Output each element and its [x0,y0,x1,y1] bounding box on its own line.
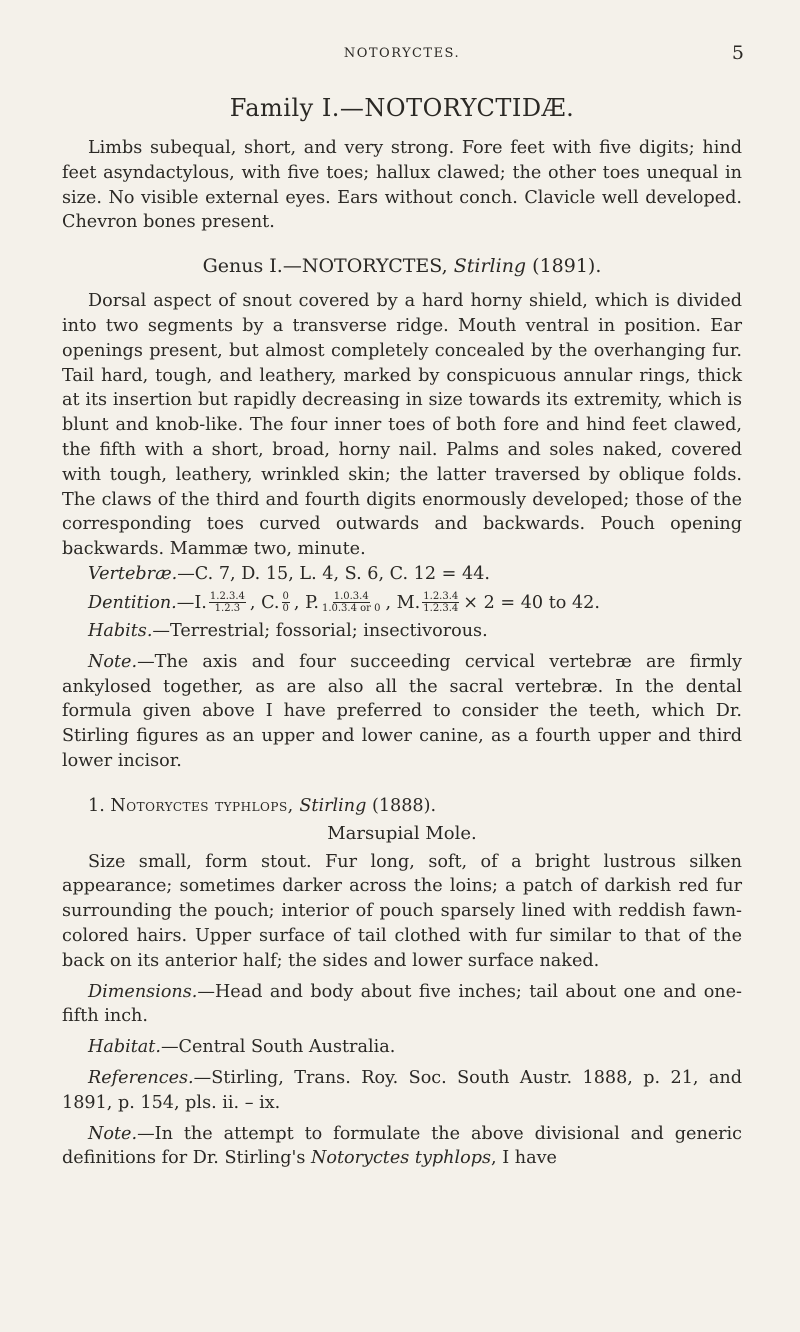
genus-note [62,650,742,774]
family-heading: Family I.—NOTORYCTIDÆ. [229,94,575,122]
species-description: Size small, form stout. Fur long, soft, of a bright lustrous silken appearance; sometimes darker across the loins; a patch of darkish red fur surrounding the pouch; interior of pouch sparsely lined with reddish fawn-colored hairs. Upper surface of tail clothed with fur similar to that of the back on its anterior half; the sides and lower surface naked. [62,851,742,971]
molar-fraction [422,591,459,614]
dimensions-label: Dimensions. [88,981,198,1002]
references-line [62,1066,742,1116]
dentition-p-prefix: , P. [293,592,319,613]
canine-lower: 0 [282,603,289,615]
species-name: Notoryctes typhlops, [110,795,294,816]
genus-heading [62,255,742,277]
family-description: Limbs subequal, short, and very strong. Fore feet with five digits; hind feet asyndactylous, with five toes; hallux clawed; the other toes unequal in size. No visible external eyes. Ears without conch. Clavicle well developed. Chevron bones present. [62,138,742,233]
species-number: 1. [88,795,105,816]
habitat-text: —Central South Australia. [160,1037,396,1058]
dentition-m-prefix: , M. [385,592,421,613]
dentition-c-prefix: , C. [249,592,280,613]
incisor-fraction [209,591,246,614]
dimensions-text: —Head and body about five inches; tail about one and one-fifth inch. [62,981,742,1027]
common-name: Marsupial Mole. [327,822,477,844]
references-label: References. [88,1067,194,1088]
incisor-upper: 1.2.3.4 [209,591,245,603]
vertebrae-label: Vertebræ. [88,563,178,584]
dentition-label: Dentition. [88,592,177,613]
genus-note-text: —The axis and four succeeding cervical vertebræ are firmly ankylosed together, as are also all the sacral vertebræ. In the dental formula given above I have preferred to consider the teeth, which Dr. Stirling figures as an upper and lower canine, as a fourth upper and third lower incisor. [62,651,742,771]
references-text: —Stirling, Trans. Roy. Soc. South Austr. 1888, p. 21, and 1891, p. 154, pls. ii. – ix. [62,1067,742,1113]
premolar-lower: 1.0.3.4 or 0 [321,603,381,615]
canine-upper: 0 [282,591,289,603]
habits-text: —Terrestrial; fossorial; insectivorous. [152,620,488,641]
genus-heading-year: (1891). [532,255,602,278]
species-author: Stirling [299,795,367,816]
habits-label: Habits. [88,620,153,641]
species-note-label: Note. [88,1123,138,1144]
canine-fraction [282,591,290,614]
species-note-text-end: , I have [491,1148,557,1169]
running-title: NOTORYCTES. [343,46,461,61]
dentition-suffix: × 2 = 40 to 42. [463,592,600,613]
species-heading [62,794,742,819]
genus-heading-prefix: Genus I.—NOTORYCTES, [202,255,448,278]
incisor-lower: 1.2.3 [214,603,241,615]
species-note [62,1122,742,1172]
premolar-fraction [321,591,382,614]
running-head [62,42,742,72]
vertebrae-text: —C. 7, D. 15, L. 4, S. 6, C. 12 = 44. [177,563,490,584]
genus-heading-author: Stirling [453,255,527,278]
premolar-upper: 1.0.3.4 [333,591,369,603]
habitat-line [62,1035,742,1060]
dentition-formula [62,587,742,619]
molar-upper: 1.2.3.4 [423,591,459,603]
genus-description: Dorsal aspect of snout covered by a hard horny shield, which is divided into two segments by a transverse ridge. Mouth ventral in position. Ear openings present, but almost completely concealed by the overhanging fur. Tail hard, tough, and leathery, marked by conspicuous annular rings, thick at its insertion but rapidly decreasing in size towards its extremity, which is blunt and knob-like. The four inner toes of both fore and hind feet clawed, the fifth with a short, broad, horny nail. Palms and soles naked, covered with tough, leathery, wrinkled skin; the latter traversed by oblique folds. The claws of the third and fourth digits enormously developed; those of the corresponding toes curved outwards and backwards. Pouch opening backwards. Mammæ two, minute. [62,291,742,560]
dentition-i-prefix: —I. [176,592,207,613]
vertebrae-line [62,562,742,587]
dimensions-line [62,980,742,1030]
genus-note-label: Note. [88,651,138,672]
species-note-italic: Notoryctes typhlops [310,1148,492,1169]
species-year: (1888). [371,795,437,816]
species-note-text-start: —In the attempt to formulate the above divisional and generic definitions for Dr. Stirling's [62,1123,742,1169]
molar-lower: 1.2.3.4 [423,603,459,615]
page-number: 5 [731,42,744,64]
habits-line [62,619,742,644]
habitat-label: Habitat. [88,1037,161,1058]
